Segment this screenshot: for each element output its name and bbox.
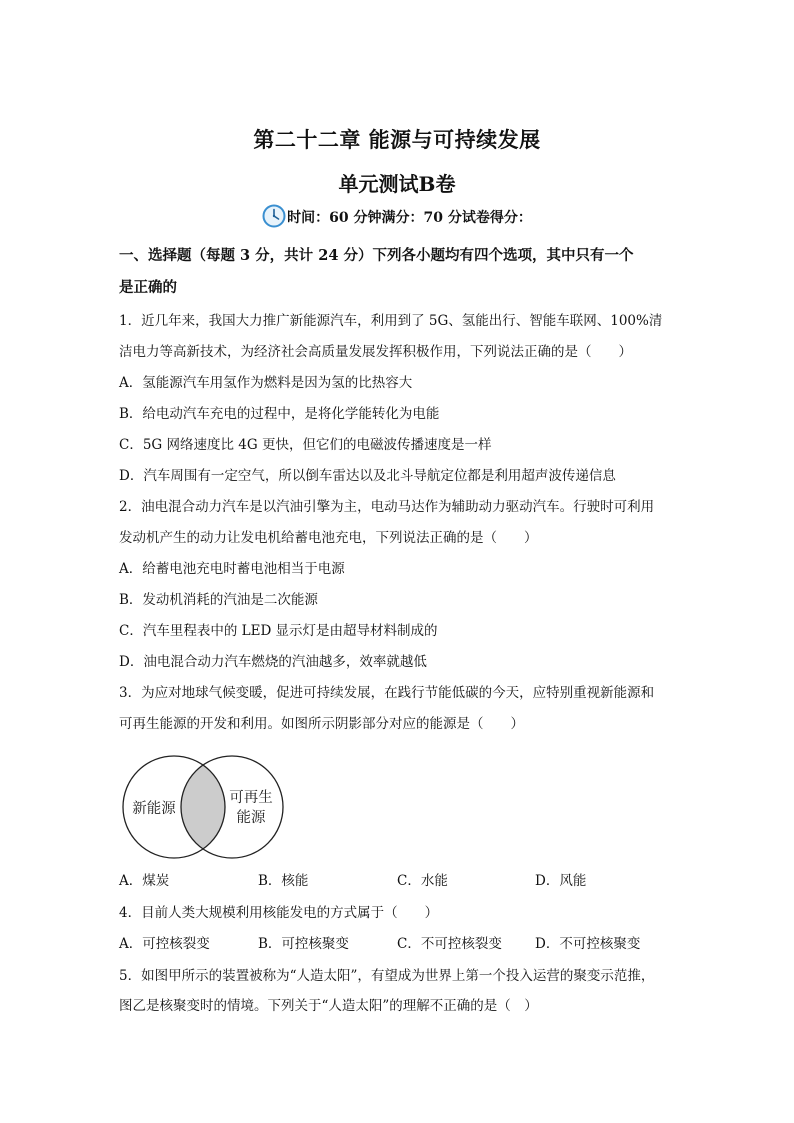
q1-option-d: D．汽车周围有一定空气，所以倒车雷达以及北斗导航定位都是利用超声波传递信息 (119, 468, 616, 484)
venn-right-label-2: 能源 (236, 810, 266, 826)
q4-option-c: C．不可控核裂变 (397, 936, 502, 952)
q2-stem-line1: 2．油电混合动力汽车是以汽油引擎为主，电动马达作为辅助动力驱动汽车。行驶时可利用 (119, 499, 655, 515)
q1-option-c: C．5G 网络速度比 4G 更快，但它们的电磁波传播速度是一样 (119, 437, 492, 453)
q1-stem-line1: 1．近几年来，我国大力推广新能源汽车，利用到了 5G、氢能出行、智能车联网、100%清 (119, 313, 663, 329)
q5-stem-line1: 5．如图甲所示的装置被称为“人造太阳”，有望成为世界上第一个投入运营的聚变示范推， (119, 968, 655, 984)
q4-stem: 4．目前人类大规模利用核能发电的方式属于（ ） (119, 905, 439, 921)
q4-option-a: A．可控核裂变 (119, 936, 210, 952)
q2-stem-line2: 发动机产生的动力让发电机给蓄电池充电，下列说法正确的是（ ） (119, 530, 538, 546)
venn-right-label-1: 可再生 (229, 790, 273, 806)
q2-option-b: B．发动机消耗的汽油是二次能源 (119, 592, 318, 608)
page-title: 第二十二章 能源与可持续发展 (253, 127, 541, 152)
q3-stem-line2: 可再生能源的开发和利用。如图所示阴影部分对应的能源是（ ） (119, 716, 524, 732)
q3-options (119, 871, 679, 891)
q1-stem-line2: 洁电力等高新技术，为经济社会高质量发展发挥积极作用，下列说法正确的是（ ） (119, 344, 632, 360)
q4-option-b: B．可控核聚变 (258, 936, 349, 952)
q1-option-a: A．氢能源汽车用氢作为燃料是因为氢的比热容大 (119, 375, 413, 391)
exam-meta (0, 206, 794, 230)
section-heading-line1: 一、选择题（每题 3 分，共计 24 分）下列各小题均有四个选项，其中只有一个 (119, 247, 634, 264)
q2-option-c: C．汽车里程表中的 LED 显示灯是由超导材料制成的 (119, 623, 438, 639)
venn-diagram (118, 755, 288, 859)
q1-option-b: B．给电动汽车充电的过程中，是将化学能转化为电能 (119, 406, 440, 422)
q4-options (119, 934, 679, 954)
q2-option-d: D．油电混合动力汽车燃烧的汽油越多，效率就越低 (119, 654, 427, 670)
q3-option-d: D．风能 (535, 873, 587, 889)
q3-option-a: A．煤炭 (119, 873, 170, 889)
venn-left-label: 新能源 (132, 801, 176, 817)
q3-option-c: C．水能 (397, 873, 448, 889)
clock-icon (262, 204, 286, 228)
q4-option-d: D．不可控核聚变 (535, 936, 641, 952)
exam-meta-text: 时间：60 分钟满分：70 分试卷得分： (287, 210, 532, 226)
q5-stem-line2: 图乙是核聚变时的情境。下列关于“人造太阳”的理解不正确的是（ ） (119, 998, 538, 1014)
q3-option-b: B．核能 (258, 873, 309, 889)
page-subtitle: 单元测试B卷 (338, 172, 456, 196)
section-heading-line2: 是正确的 (119, 279, 177, 296)
q2-option-a: A．给蓄电池充电时蓄电池相当于电源 (119, 561, 345, 577)
q3-stem-line1: 3．为应对地球气候变暖，促进可持续发展，在践行节能低碳的今天，应特别重视新能源和 (119, 685, 655, 701)
